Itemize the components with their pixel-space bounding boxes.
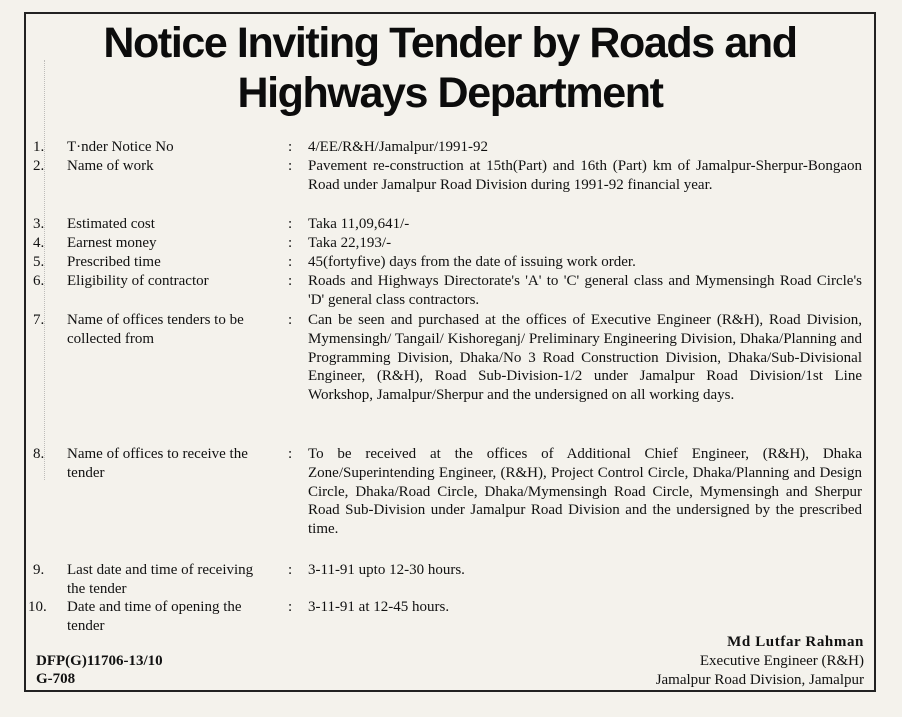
item-number: 4. <box>33 235 45 251</box>
item-colon: : <box>288 158 293 174</box>
item-colon: : <box>288 216 293 232</box>
reference-number: DFP(G)11706-13/10 <box>36 653 163 669</box>
signatory-name: Md Lutfar Rahman <box>727 634 864 650</box>
item-label: Name of work <box>67 158 154 174</box>
title-line-1: Notice Inviting Tender by Roads and <box>103 19 797 67</box>
item-label: Prescribed time <box>67 254 161 270</box>
item-colon: : <box>288 312 293 328</box>
item-number: 7. <box>33 312 45 328</box>
item-colon: : <box>288 599 293 615</box>
item-value: 3-11-91 upto 12-30 hours. <box>308 562 465 578</box>
item-colon: : <box>288 562 293 578</box>
item-label: T·nder Notice No <box>67 139 174 155</box>
item-value: Pavement re-construction at 15th(Part) and 16th (Part) km of Jamalpur-Sherpur-Bongaon Road under Jamalpur Road Division during 1991-92 financial year. <box>308 158 862 193</box>
item-number: 3. <box>33 216 45 232</box>
signature-block <box>656 633 864 689</box>
item-value: 4/EE/R&H/Jamalpur/1991-92 <box>308 139 488 155</box>
item-value: 3-11-91 at 12-45 hours. <box>308 599 450 615</box>
item-colon: : <box>288 235 293 251</box>
item-value: To be received at the offices of Additional Chief Engineer, (R&H), Dhaka Zone/Superintending Engineer, (R&H), Project Control Circle, Dhaka/Planning and Design Circle, Dhaka/Road Circle, Dhaka/Mymensingh Road Circle, Mymensingh and Sherpur Road Sub-Division under Jamalpur Road Division and the undersigned by the prescribed time. <box>308 446 862 538</box>
item-label: Eligibility of contractor <box>67 273 209 289</box>
signatory-title: Executive Engineer (R&H) <box>699 652 864 669</box>
item-number: 2. <box>33 158 45 174</box>
signatory-office: Jamalpur Road Division, Jamalpur <box>655 671 864 688</box>
notice-title <box>30 18 870 118</box>
item-value: 45(fortyfive) days from the date of issuing work order. <box>308 254 636 270</box>
item-value: Can be seen and purchased at the offices of Executive Engineer (R&H), Road Division, Mymensingh/ Tangail/ Kishoreganj/ Preliminary Engineering Division, Dhaka/Planning and Programming Division, Dhaka/No 3 Road Construction Division, Dhaka/Sub-Divisional Engineer, (R&H), Road Sub-Division-1/2 under Jamalpur Road Division/1st Line Workshop, Jamalpur/Sherpur and the undersigned on all working days. <box>308 312 862 404</box>
item-colon: : <box>288 139 293 155</box>
item-label: Date and time of opening the tender <box>67 599 242 634</box>
item-label: Earnest money <box>67 235 157 251</box>
item-number: 8. <box>33 446 45 462</box>
title-line-2: Highways Department <box>237 69 663 117</box>
item-number: 5. <box>33 254 45 270</box>
item-value: Taka 11,09,641/- <box>308 216 410 232</box>
item-colon: : <box>288 446 293 462</box>
item-number: 1. <box>33 139 45 155</box>
item-number: 10. <box>28 599 47 615</box>
reference-code: G-708 <box>36 671 76 687</box>
item-label: Name of offices tenders to be collected from <box>67 312 244 347</box>
item-label: Estimated cost <box>67 216 155 232</box>
item-label: Name of offices to receive the tender <box>67 446 248 481</box>
item-number: 6. <box>33 273 45 289</box>
item-colon: : <box>288 254 293 270</box>
item-label: Last date and time of receiving the tender <box>67 562 254 597</box>
item-value: Taka 22,193/- <box>308 235 392 251</box>
item-value: Roads and Highways Directorate's 'A' to 'C' general class and Mymensingh Road Circle's 'D' general class contractors. <box>308 273 862 308</box>
item-colon: : <box>288 273 293 289</box>
item-number: 9. <box>33 562 45 578</box>
